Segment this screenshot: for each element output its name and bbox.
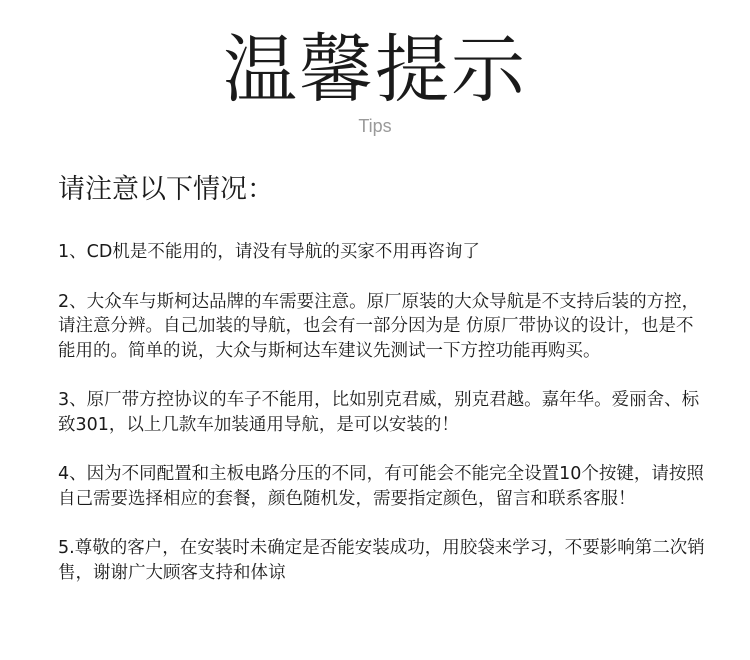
notice-item-4: 4、因为不同配置和主板电路分压的不同，有可能会不能完全设置10个按键，请按照自己需要选择相应的套餐，颜色随机发，需要指定颜色，留言和联系客服！ [58,464,704,509]
page-title: 温馨提示 [223,27,527,113]
notice-list [58,240,708,610]
notice-item-2: 2、大众车与斯柯达品牌的车需要注意。原厂原装的大众导航是不支持后装的方控，请注意分辨。自己加装的导航，也会有一部分因为是 仿原厂带协议的设计，也是不能用的。简单的说，大众与斯柯达车建议先测试一下方控功能再购买。 [58,291,700,361]
notice-item-3: 3、原厂带方控协议的车子不能用，比如别克君威，别克君越。嘉年华。爱丽舍、标致301，以上几款车加装通用导航，是可以安装的！ [58,390,700,435]
notice-item-5: 5.尊敬的客户，在安装时未确定是否能安装成功，用胶袋来学习，不要影响第二次销售，谢谢广大顾客支持和体谅 [58,538,705,583]
notice-heading: 请注意以下情况： [58,174,274,205]
page-subtitle: Tips [358,116,392,136]
notice-item-1: 1、CD机是不能用的，请没有导航的买家不用再咨询了 [58,242,480,262]
